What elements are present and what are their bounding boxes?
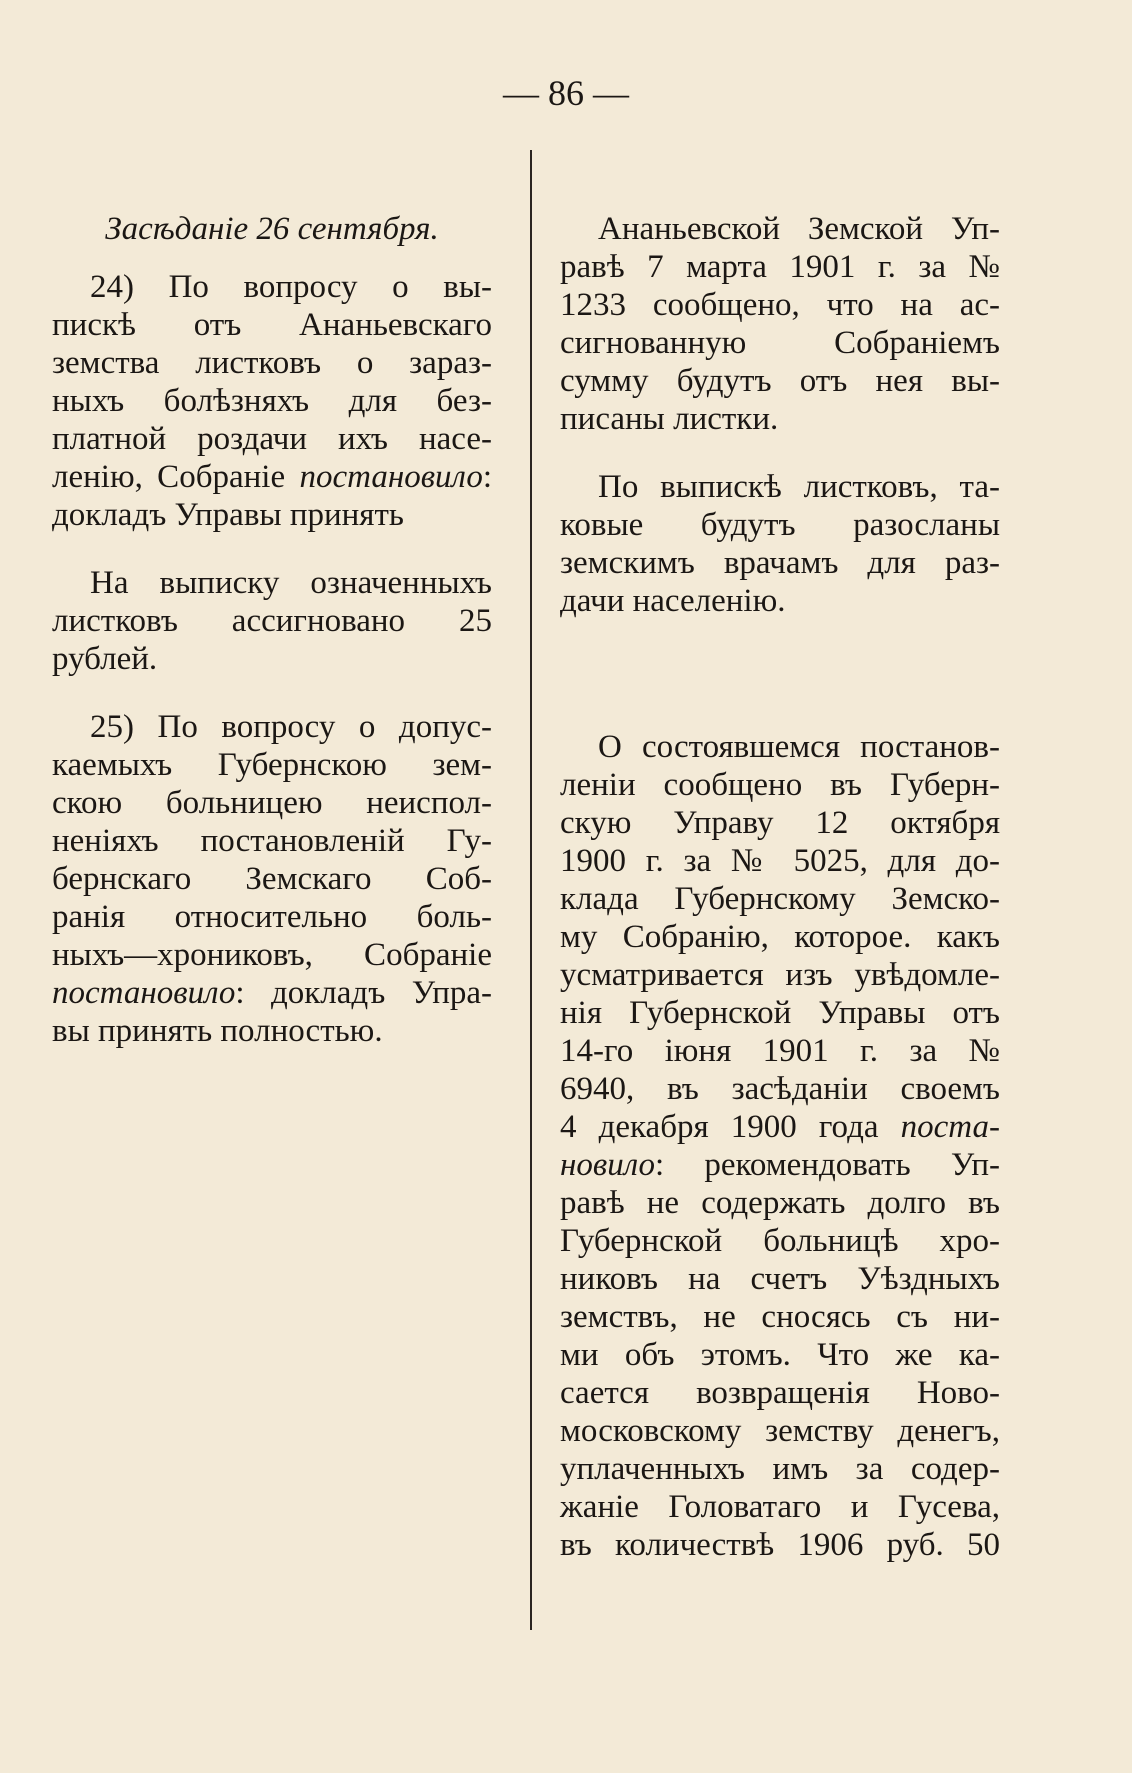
spacer [560,650,1000,728]
text-line: сумму будутъ отъ нея вы- [560,363,1000,399]
text-line: На выписку означенныхъ [90,565,492,601]
text-line: 14-го іюня 1901 г. за № [560,1033,1000,1069]
text-line: 1233 сообщено, что на ас- [560,287,1000,323]
text-line: сается возвращенія Ново- [560,1375,1000,1411]
session-heading: Засѣданіе 26 сентября. [105,211,439,247]
text-line: ныхъ болѣзняхъ для без- [52,383,492,419]
ananyev-paragraph [560,210,1000,438]
text-line: 24) По вопросу о вы- [90,269,492,305]
italic-fragment: поста- [900,1109,1000,1145]
text-line [52,458,492,496]
text-line: жаніе Головатаго и Гусева, [560,1489,1000,1525]
text-line: земства листковъ о зараз- [52,345,492,381]
text-line: дачи населенію. [560,583,786,619]
text-fragment: ленію, Собраніе [52,459,300,495]
text-fragment: : рекомендовать Уп- [655,1147,1000,1183]
italic-fragment: новило [560,1147,655,1183]
text-line: О состоявшемся постанов- [598,729,1000,765]
column-divider [530,150,532,1630]
text-line: 6940, въ засѣданіи своемъ [560,1071,1000,1107]
text-line: докладъ Управы принять [52,497,404,533]
text-line: каемыхъ Губернскою зем- [52,747,492,783]
text-line: нія Губернской Управы отъ [560,995,1000,1031]
text-line: скую Управу 12 октября [560,805,1000,841]
text-line: сигнованную Собраніемъ [560,325,1000,361]
text-line: земствъ, не сносясь съ ни- [560,1299,1000,1335]
resolution-paragraph [560,728,1000,1564]
text-line: 1900 г. за № 5025, для до- [560,843,1000,879]
text-line: московскому земству денегъ, [560,1413,1000,1449]
text-line: ранія относительно боль- [52,899,492,935]
text-line: По выпискѣ листковъ, та- [598,469,1000,505]
text-line: уплаченныхъ имъ за содер- [560,1451,1000,1487]
italic-fragment: постановило [299,459,483,495]
page-number: — 86 — [503,73,629,113]
text-line: листковъ ассигновано 25 [52,603,492,639]
text-line [560,1146,1000,1184]
text-line: ковые будутъ разосланы [560,507,1000,543]
item-24-paragraph [52,268,492,534]
text-line: усматривается изъ увѣдомле- [560,957,1000,993]
text-line: никовъ на счетъ Уѣздныхъ [560,1261,1000,1297]
text-fragment: 4 декабря 1900 года [560,1109,901,1145]
text-line: земскимъ врачамъ для раз- [560,545,1000,581]
text-line: леніи сообщено въ Губерн- [560,767,1000,803]
text-line: Ананьевской Земской Уп- [598,211,1000,247]
text-line [52,974,492,1012]
text-line: неніяхъ постановленій Гу- [52,823,492,859]
text-fragment: : докладъ Упра- [235,975,492,1011]
assignment-paragraph [52,564,492,678]
text-line: равѣ не содержать долго въ [560,1185,1000,1221]
text-line: вы принять полностью. [52,1013,383,1049]
text-line: ми объ этомъ. Что же ка- [560,1337,1000,1373]
item-25-paragraph [52,708,492,1050]
distribution-paragraph [560,468,1000,620]
text-line: писаны листки. [560,401,779,437]
right-column [560,210,1000,1594]
text-line: пискѣ отъ Ананьевскаго [52,307,492,343]
text-line: Губернской больницѣ хро- [560,1223,1000,1259]
text-line: клада Губернскому Земско- [560,881,1000,917]
text-line: скою больницею неиспол- [52,785,492,821]
text-line [560,1108,1000,1146]
text-line: бернскаго Земскаго Соб- [52,861,492,897]
text-line: въ количествѣ 1906 руб. 50 [560,1527,1000,1563]
text-fragment: : [482,459,492,495]
text-line: 25) По вопросу о допус- [90,709,492,745]
italic-fragment: постановило [52,975,236,1011]
text-line: платной роздачи ихъ насе- [52,421,492,457]
text-line: ныхъ—хрониковъ, Собраніе [52,937,492,973]
text-line: рублей. [52,641,158,677]
left-column [52,210,492,1080]
text-line: му Собранію, которое. какъ [560,919,1000,955]
text-line: равѣ 7 марта 1901 г. за № [560,249,1000,285]
